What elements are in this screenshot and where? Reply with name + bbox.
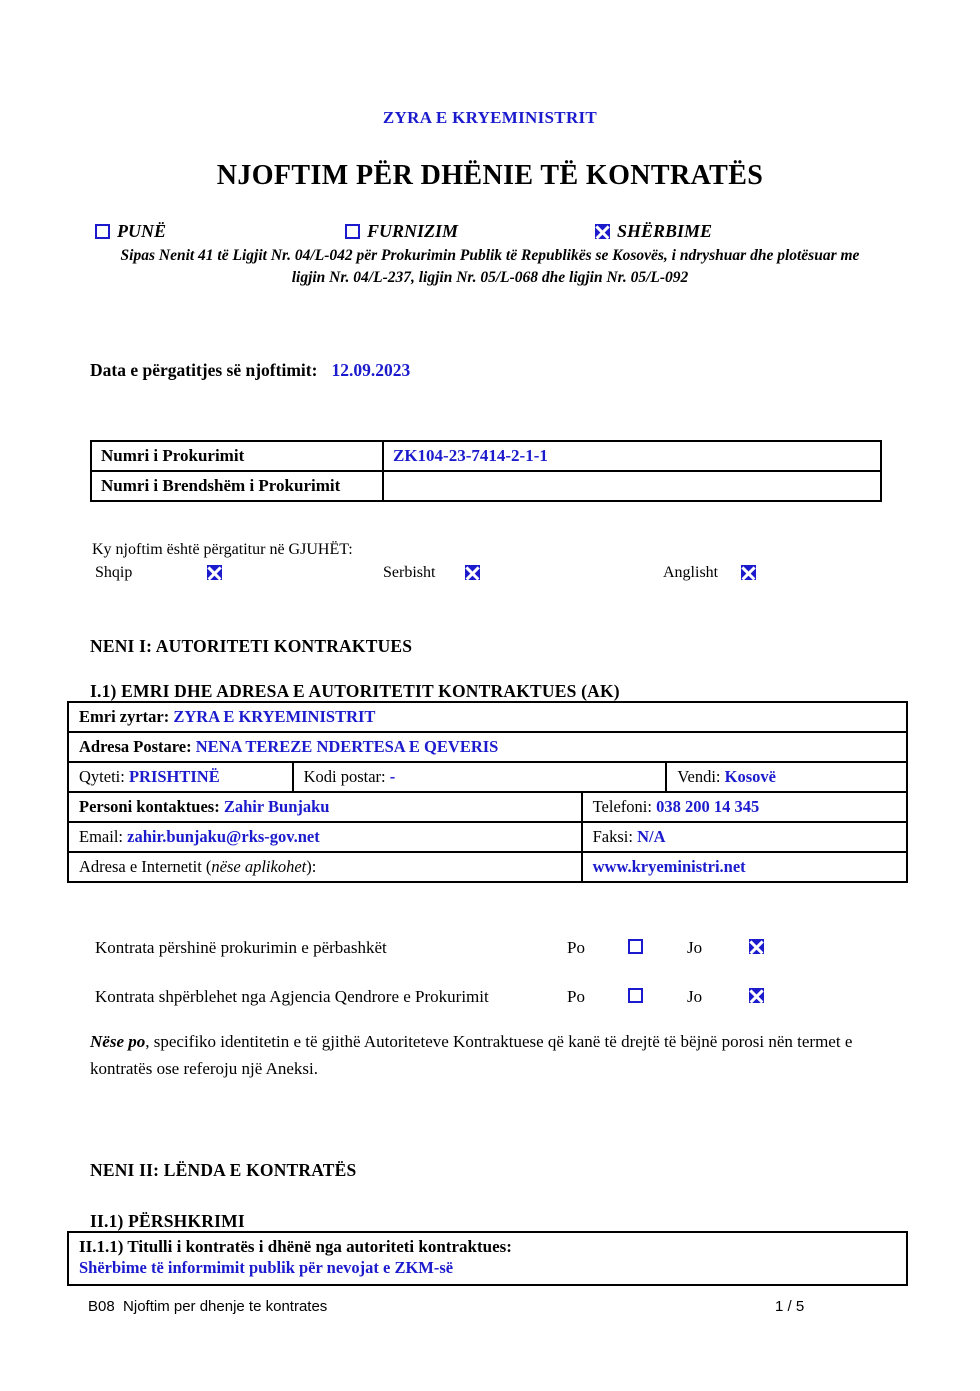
q2-jo-label: Jo bbox=[687, 987, 703, 1006]
phone-cell bbox=[582, 792, 907, 822]
languages-row bbox=[95, 564, 895, 584]
footer-page-number: 1 / 5 bbox=[775, 1298, 805, 1315]
email-value: zahir.bunjaku@rks-gov.net bbox=[127, 827, 320, 846]
organization-header: ZYRA E KRYEMINISTRIT bbox=[382, 108, 598, 127]
procurement-number-label: Numri i Prokurimit bbox=[91, 441, 383, 471]
official-name-label: Emri zyrtar: bbox=[79, 707, 170, 726]
sherbime-checkbox[interactable] bbox=[595, 224, 610, 239]
postal-code-cell bbox=[293, 762, 667, 792]
contract-title-value: Shërbime të informimit publik për nevojat e ZKM-së bbox=[79, 1258, 454, 1277]
fax-label: Faksi: bbox=[592, 827, 633, 846]
fax-cell bbox=[582, 822, 907, 852]
table-row bbox=[68, 702, 907, 732]
q2-jo-checkbox[interactable] bbox=[749, 988, 764, 1003]
serbisht-label: Serbisht bbox=[383, 564, 436, 581]
postal-address-cell bbox=[68, 732, 907, 762]
official-name-cell bbox=[68, 702, 907, 732]
contracting-authority-table bbox=[67, 701, 908, 883]
internet-address-label-pre: Adresa e Internetit ( bbox=[79, 857, 212, 876]
anglisht-label: Anglisht bbox=[663, 564, 719, 581]
furnizim-checkbox[interactable] bbox=[345, 224, 360, 239]
email-cell bbox=[68, 822, 582, 852]
sherbime-label: SHËRBIME bbox=[617, 221, 713, 241]
central-agency-question bbox=[95, 987, 895, 1007]
table-row bbox=[68, 762, 907, 792]
table-row bbox=[91, 441, 881, 471]
internal-number-value bbox=[383, 471, 881, 501]
table-row bbox=[68, 792, 907, 822]
website-cell bbox=[582, 852, 907, 882]
postal-code-value: - bbox=[389, 767, 396, 786]
contract-type-furnizim bbox=[345, 221, 458, 242]
q2-po-label: Po bbox=[567, 987, 585, 1006]
procurement-number-table bbox=[90, 440, 882, 502]
table-row bbox=[68, 852, 907, 882]
postal-address-value: NENA TEREZE NDERTESA E QEVERIS bbox=[195, 737, 499, 756]
country-label: Vendi: bbox=[677, 767, 721, 786]
pune-checkbox[interactable] bbox=[95, 224, 110, 239]
postal-code-label: Kodi postar: bbox=[303, 767, 386, 786]
contact-person-value: Zahir Bunjaku bbox=[223, 797, 330, 816]
anglisht-checkbox[interactable] bbox=[741, 565, 756, 580]
footer-document-code: B08 Njoftim per dhenje te kontrates bbox=[88, 1298, 328, 1315]
internal-number-label: Numri i Brendshëm i Prokurimit bbox=[91, 471, 383, 501]
if-yes-note-bold: Nëse po bbox=[90, 1032, 146, 1051]
phone-value: 038 200 14 345 bbox=[656, 797, 760, 816]
serbisht-checkbox[interactable] bbox=[465, 565, 480, 580]
joint-procurement-question bbox=[95, 938, 895, 958]
section1-subheading: I.1) EMRI DHE ADRESA E AUTORITETIT KONTRAKTUES (AK) bbox=[90, 681, 620, 701]
website-value: www.kryeministri.net bbox=[592, 857, 746, 876]
furnizim-label: FURNIZIM bbox=[367, 221, 459, 241]
pune-label: PUNË bbox=[117, 221, 166, 241]
city-cell bbox=[68, 762, 293, 792]
preparation-date-line bbox=[90, 360, 410, 381]
contract-type-row bbox=[0, 221, 980, 245]
table-row bbox=[68, 732, 907, 762]
languages-intro: Ky njoftim është përgatitur në GJUHËT: bbox=[92, 541, 353, 558]
legal-basis-line2: ligjin Nr. 04/L-237, ligjin Nr. 05/L-068 dhe ligjin Nr. 05/L-092 bbox=[291, 269, 689, 286]
section1-heading: NENI I: AUTORITETI KONTRAKTUES bbox=[90, 636, 413, 656]
if-yes-note-rest: , specifiko identitetin e të gjithë Autoriteteve Kontraktuese që kanë të drejtë të bëjnë porosi nën termet e kontratës ose referoju një Aneksi. bbox=[90, 1032, 853, 1078]
table-row bbox=[91, 471, 881, 501]
q1-jo-label: Jo bbox=[687, 938, 703, 957]
preparation-date-value: 12.09.2023 bbox=[331, 360, 411, 380]
contact-person-cell bbox=[68, 792, 582, 822]
country-value: Kosovë bbox=[724, 767, 776, 786]
central-agency-text: Kontrata shpërblehet nga Agjencia Qendrore e Prokurimit bbox=[95, 987, 489, 1006]
preparation-date-label: Data e përgatitjes së njoftimit: bbox=[90, 360, 318, 380]
procurement-number-value: ZK104-23-7414-2-1-1 bbox=[383, 441, 881, 471]
document-title: NJOFTIM PËR DHËNIE TË KONTRATËS bbox=[216, 160, 764, 191]
section2-subheading: II.1) PËRSHKRIMI bbox=[90, 1211, 245, 1231]
postal-address-label: Adresa Postare: bbox=[79, 737, 192, 756]
table-row bbox=[68, 822, 907, 852]
internet-address-cell bbox=[68, 852, 582, 882]
contact-person-label: Personi kontaktues: bbox=[79, 797, 220, 816]
contract-type-pune bbox=[95, 221, 166, 242]
section2-heading: NENI II: LËNDA E KONTRATËS bbox=[90, 1160, 357, 1180]
q1-po-checkbox[interactable] bbox=[628, 939, 643, 954]
internet-address-label-italic: nëse aplikohet bbox=[211, 857, 307, 876]
email-label: Email: bbox=[79, 827, 123, 846]
q1-po-label: Po bbox=[567, 938, 585, 957]
q1-jo-checkbox[interactable] bbox=[749, 939, 764, 954]
joint-procurement-text: Kontrata përshinë prokurimin e përbashkët bbox=[95, 938, 387, 957]
city-value: PRISHTINË bbox=[128, 767, 220, 786]
shqip-checkbox[interactable] bbox=[207, 565, 222, 580]
country-cell bbox=[666, 762, 907, 792]
contract-title-label: II.1.1) Titulli i kontratës i dhënë nga autoriteti kontraktues: bbox=[79, 1237, 512, 1256]
fax-value: N/A bbox=[637, 827, 666, 846]
q2-po-checkbox[interactable] bbox=[628, 988, 643, 1003]
city-label: Qyteti: bbox=[79, 767, 125, 786]
contract-type-sherbime bbox=[595, 221, 712, 242]
if-yes-note bbox=[90, 1028, 902, 1082]
phone-label: Telefoni: bbox=[592, 797, 652, 816]
contract-title-box bbox=[67, 1231, 908, 1286]
legal-basis-line1: Sipas Nenit 41 të Ligjit Nr. 04/L-042 për Prokurimin Publik të Republikës se Kosovës, i ndryshuar dhe plotësuar me bbox=[120, 247, 860, 264]
official-name-value: ZYRA E KRYEMINISTRIT bbox=[173, 707, 376, 726]
internet-address-label-post: ): bbox=[306, 857, 317, 876]
shqip-label: Shqip bbox=[95, 564, 133, 581]
